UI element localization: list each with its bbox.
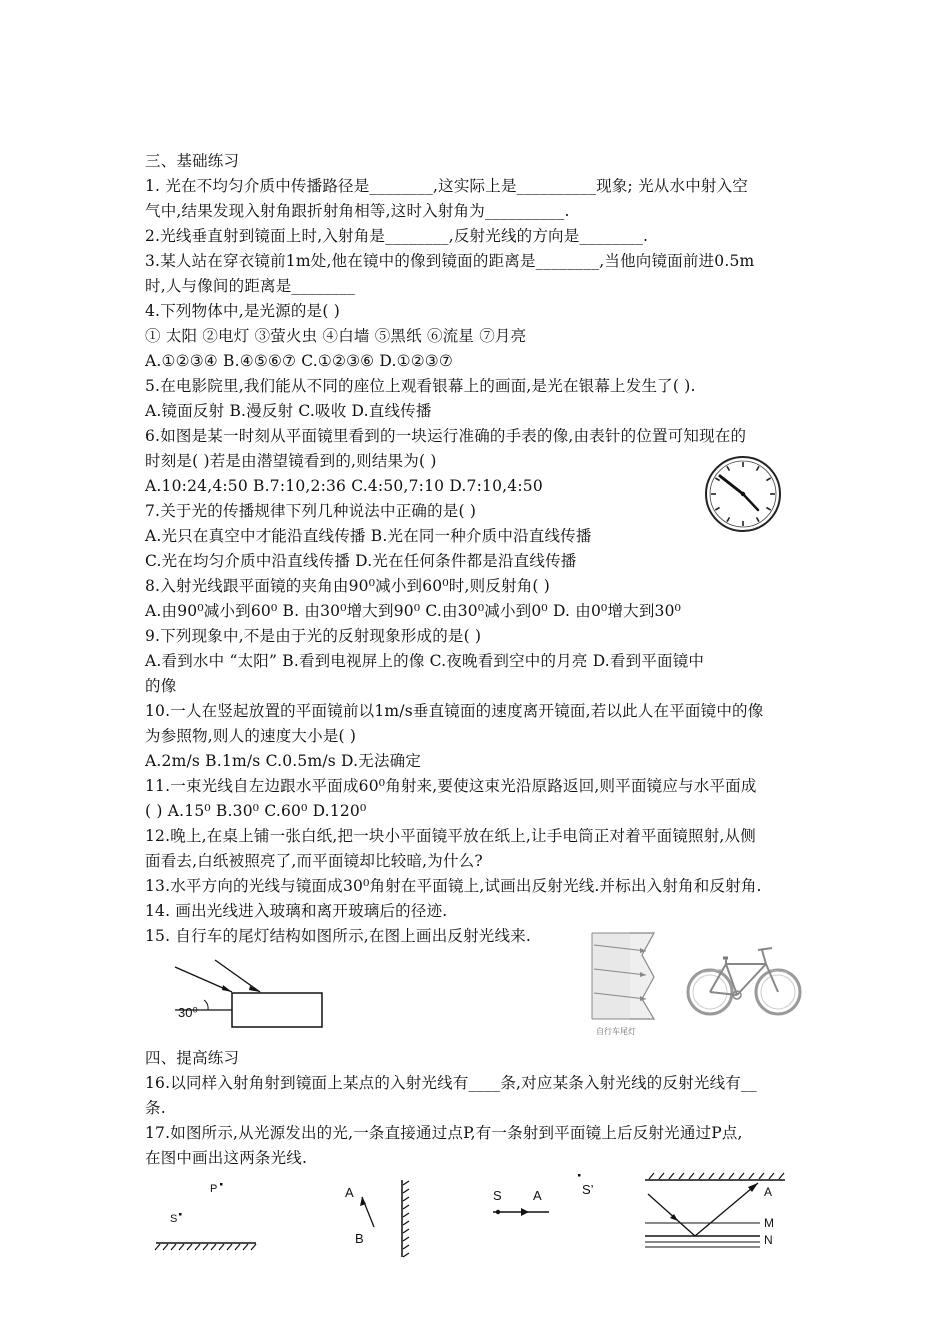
question-line: 12.晚上,在桌上铺一张白纸,把一块小平面镜平放在纸上,让手电筒正对着平面镜照射,从侧 [145,827,756,845]
s-prime-figure [574,1172,614,1202]
mirror-mn-figure [640,1170,790,1255]
question-line: 7.关于光的传播规律下列几种说法中正确的是( ) [145,502,477,520]
ray-sa-figure [485,1180,560,1225]
glass-block-figure [170,955,340,1035]
b-label: B [355,1231,364,1246]
question-line: 气中,结果发现入射角跟折射角相等,这时入射角为__________. [145,202,570,220]
question-line: 14. 画出光线进入玻璃和离开玻璃后的径迹. [145,902,448,920]
question-line: 条. [145,1099,166,1117]
section-heading-basic: 三、基础练习 [145,152,240,170]
mirror-ab-figure [338,1175,428,1260]
angle-label: 30⁰ [178,1005,198,1020]
question-line: 15. 自行车的尾灯结构如图所示,在图上画出反射光线来. [145,927,532,945]
a-ray-label: A [533,1188,542,1203]
option-line: A.光只在真空中才能沿直线传播 B.光在同一种介质中沿直线传播 [145,527,592,545]
n-label: N [764,1233,773,1247]
question-line: 16.以同样入射角射到镜面上某点的入射光线有____条,对应某条入射光线的反射光线有__ [145,1074,757,1092]
question-line: 13.水平方向的光线与镜面成30⁰角射在平面镜上,试画出反射光线.并标出入射角和反射角. [145,877,762,895]
option-line: A.看到水中 “太阳” B.看到电视屏上的像 C.夜晚看到空中的月亮 D.看到平面镜中 [145,652,705,670]
question-line: 9.下列现象中,不是由于光的反射现象形成的是( ) [145,627,482,645]
question-line: 8.入射光线跟平面镜的夹角由90⁰减小到60⁰时,则反射角( ) [145,577,551,595]
option-line: A.①②③④ B.④⑤⑥⑦ C.①②③⑥ D.①②③⑦ [145,352,453,370]
p-label: P [210,1183,218,1195]
option-line: ① 太阳 ②电灯 ③萤火虫 ④白墙 ⑤黑纸 ⑥流星 ⑦月亮 [145,327,527,345]
option-line: C.光在均匀介质中沿直线传播 D.光在任何条件都是沿直线传播 [145,552,577,570]
taillight-caption: 自行车尾灯 [596,1027,636,1036]
s-ray-label: S [493,1188,502,1203]
question-line: 在图中画出这两条光线. [145,1149,308,1167]
option-line: A.镜面反射 B.漫反射 C.吸收 D.直线传播 [145,402,432,420]
s-prime-label: S’ [582,1182,594,1197]
a-label: A [345,1185,354,1200]
option-line: A.10:24,4:50 B.7:10,2:36 C.4:50,7:10 D.7:10,4:50 [145,477,543,495]
a-label-e: A [764,1185,773,1199]
question-line: 时,人与像间的距离是________ [145,277,356,295]
mirror-sp-figure [150,1175,265,1255]
question-line: 11.一束光线自左边跟水平面成60⁰角射来,要使这束光沿原路返回,则平面镜应与水平面成 [145,777,757,795]
question-line: 为参照物,则人的速度大小是( ) [145,727,357,745]
question-line: 3.某人站在穿衣镜前1m处,他在镜中的像到镜面的距离是________,当他向镜面前进0.5m [145,252,755,270]
question-line: 17.如图所示,从光源发出的光,一条直接通过点P,有一条射到平面镜上后反射光通过P点, [145,1124,743,1142]
question-line: 5.在电影院里,我们能从不同的座位上观看银幕上的画面,是光在银幕上发生了( ). [145,377,696,395]
question-line: 6.如图是某一时刻从平面镜里看到的一块运行准确的手表的像,由表针的位置可知现在的 [145,427,747,445]
section-heading-advanced: 四、提高练习 [145,1049,240,1067]
question-line: 时刻是( )若是由潜望镜看到的,则结果为( ) [145,452,437,470]
question-line: 面看去,白纸被照亮了,而平面镜却比较暗,为什么? [145,852,483,870]
question-line: 4.下列物体中,是光源的是( ) [145,302,340,320]
taillight-figure [588,927,668,1039]
option-line: ( ) A.15⁰ B.30⁰ C.60⁰ D.120⁰ [145,802,367,820]
question-line: 1. 光在不均匀介质中传播路径是________,这实际上是__________现象; 光从水中射入空 [145,177,748,195]
option-line: 的像 [145,677,177,695]
clock-figure [700,450,790,540]
option-line: A.由90⁰减小到60⁰ B. 由30⁰增大到90⁰ C.由30⁰减小到0⁰ D. 由0⁰增大到30⁰ [145,602,682,620]
option-line: A.2m/s B.1m/s C.0.5m/s D.无法确定 [145,752,422,770]
s-label: S [170,1213,178,1225]
question-line: 10.一人在竖起放置的平面镜前以1m/s垂直镜面的速度离开镜面,若以此人在平面镜中的像 [145,702,764,720]
bicycle-image [682,940,807,1025]
m-label: M [764,1216,774,1230]
question-line: 2.光线垂直射到镜面上时,入射角是________,反射光线的方向是________. [145,227,649,245]
